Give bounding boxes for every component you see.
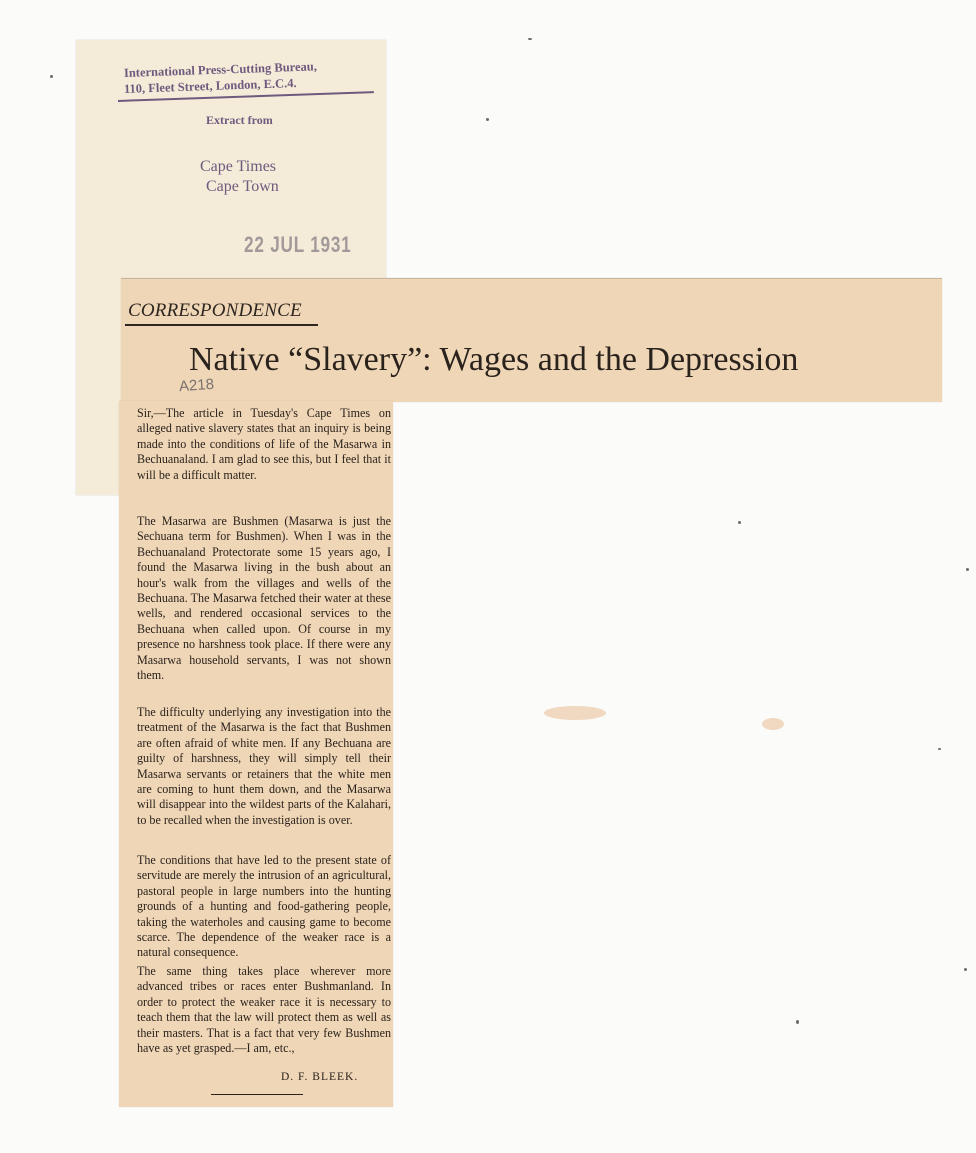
dust-speck bbox=[528, 38, 532, 40]
headline: Native “Slavery”: Wages and the Depression bbox=[189, 341, 799, 378]
paper-stain bbox=[544, 706, 606, 720]
paper-name: Cape Times bbox=[200, 158, 277, 175]
dust-speck bbox=[964, 968, 967, 971]
paragraph: Sir,—The article in Tuesday's Cape Times on alleged native slavery states that an inquiry is being made into the conditions of life of the Masarwa in Bechuanaland. I am glad to see this, but I feel that it will be a difficult matter. bbox=[137, 406, 391, 482]
clipping-column bbox=[119, 401, 393, 1107]
section-rule bbox=[125, 324, 318, 326]
date-stamp: 22 JUL 1931 bbox=[244, 232, 352, 257]
dust-speck bbox=[796, 1020, 799, 1024]
dust-speck bbox=[486, 118, 489, 121]
bottom-rule bbox=[211, 1094, 303, 1095]
paper-city: Cape Town bbox=[206, 178, 279, 195]
paragraph: The same thing takes place wherever more advanced tribes or races enter Bushmanland. In order to protect the weaker race it is necessary to teach them that the law will protect them as well as their masters. That is a fact that very few Bushmen have as yet grasped.—I am, etc., bbox=[137, 964, 391, 1056]
paper-stain bbox=[762, 718, 784, 730]
dust-speck bbox=[50, 75, 53, 78]
extract-label: Extract from bbox=[206, 113, 273, 127]
bureau-name: International Press-Cutting Bureau, bbox=[123, 59, 318, 80]
dust-speck bbox=[966, 568, 969, 571]
paragraph: The Masarwa are Bushmen (Masarwa is just the Sechuana term for Bushmen). When I was in the Bechuanaland Protectorate some 15 years ago, I found the Masarwa living in the bush about an hour's walk from the villages and wells of the Bechuana. The Masarwa fetched their water at these wells, and rendered occasional services to the Bechuana when called upon. Of course in my presence no harshness took place. If there were any Masarwa household servants, I was not shown them. bbox=[137, 514, 391, 683]
signature: D. F. BLEEK. bbox=[281, 1071, 359, 1083]
clipping-header bbox=[121, 278, 942, 402]
paragraph: The difficulty underlying any investigation into the treatment of the Masarwa is the fact that Bushmen are often afraid of white men. If any Bechuana are guilty of harshness, they will simply tell their Masarwa servants or retainers that the white men are coming to hunt them down, and the Masarwa will disappear into the wildest parts of the Kalahari, to be recalled when the investigation is over. bbox=[137, 705, 391, 827]
paragraph: The conditions that have led to the present state of servitude are merely the intrusion of an agricultural, pastoral people in large numbers into the hunting grounds of a hunting and food-gathering people, taking the waterholes and causing game to become scarce. The dependence of the weaker race is a natural consequence. bbox=[137, 853, 391, 960]
dust-speck bbox=[938, 748, 941, 750]
bureau-address: 110, Fleet Street, London, E.C.4. bbox=[123, 75, 297, 96]
pencil-note: A218 bbox=[178, 375, 215, 396]
section-label: CORRESPONDENCE bbox=[128, 300, 302, 321]
dust-speck bbox=[738, 521, 741, 524]
